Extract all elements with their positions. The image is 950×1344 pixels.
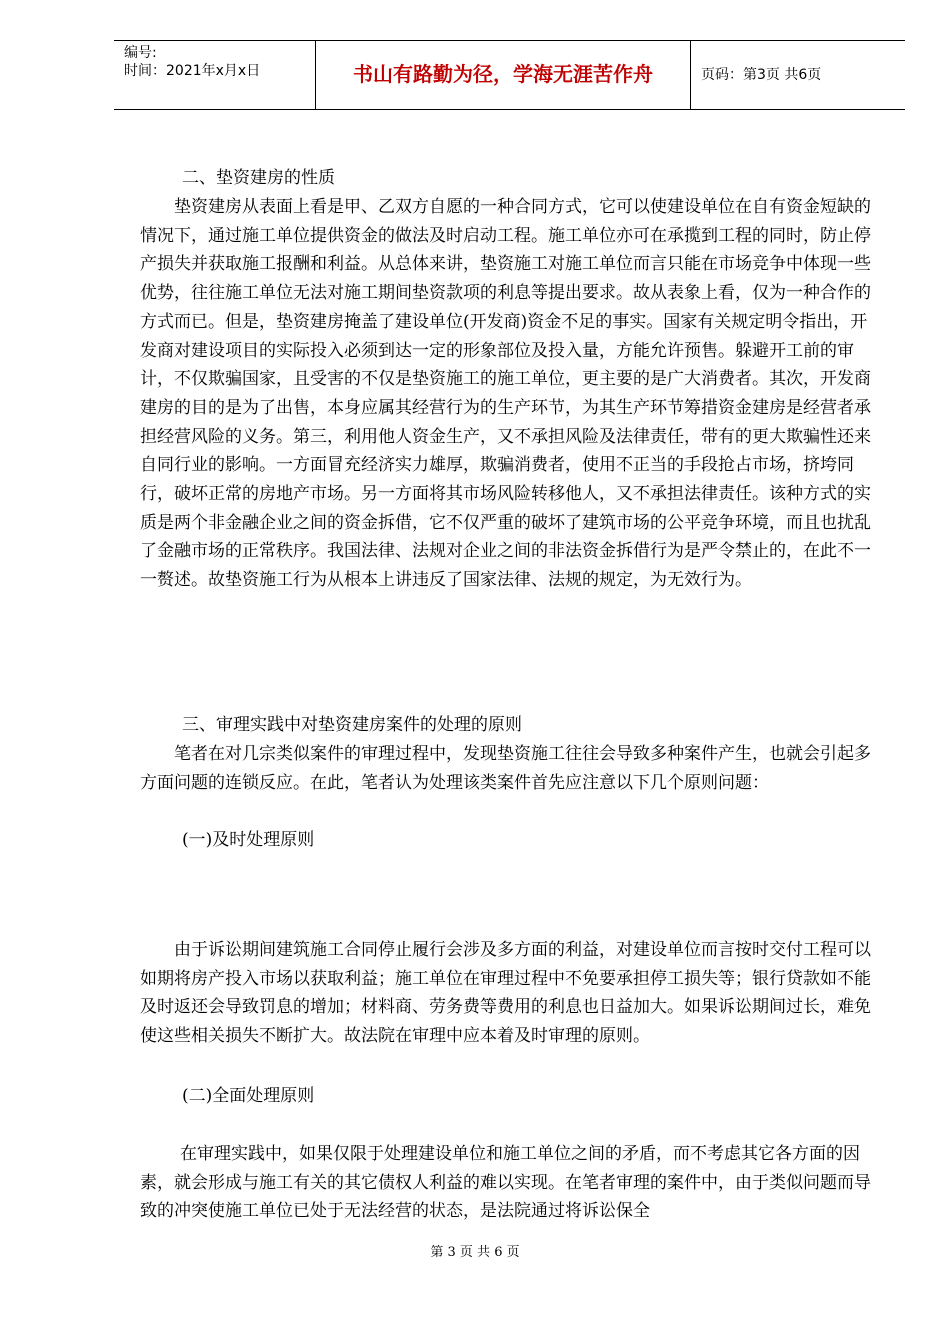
section-2-paragraph: 垫资建房从表面上看是甲、乙双方自愿的一种合同方式，它可以使建设单位在自有资金短缺的情况下，通过施工单位提供资金的做法及时启动工程。施工单位亦可在承揽到工程的同时，防止停产损失并获取施工报酬和利益。从总体来讲，垫资施工对施工单位而言只能在市场竞争中体现一些优势，往往施工单位无法对施工期间垫资款项的利息等提出要求。故从表象上看，仅为一种合作的方式而已。但是，垫资建房掩盖了建设单位(开发商)资金不足的事实。国家有关规定明令指出，开发商对建设项目的实际投入必须到达一定的形象部位及投入量，方能允许预售。躲避开工前的审计，不仅欺骗国家，且受害的不仅是垫资施工的施工单位，更主要的是广大消费者。其次，开发商建房的目的是为了出售，本身应属其经营行为的生产环节，为其生产环节筹措资金建房是经营者承担经营风险的义务。第三，利用他人资金生产，又不承担风险及法律责任，带有的更大欺骗性还来自同行业的影响。一方面冒充经济实力雄厚，欺骗消费者，使用不正当的手段抢占市场，挤垮同行，破坏正常的房地产市场。另一方面将其市场风险转移他人，又不承担法律责任。该种方式的实质是两个非金融企业之间的资金拆借，它不仅严重的破坏了建筑市场的公平竞争环境，而且也扰乱了金融市场的正常秩序。我国法律、法规对企业之间的非法资金拆借行为是严令禁止的，在此不一一赘述。故垫资施工行为从根本上讲违反了国家法律、法规的规定，为无效行为。 — [140, 197, 871, 591]
page-header — [114, 40, 905, 110]
subsection-2-paragraph: 在审理实践中，如果仅限于处理建设单位和施工单位之间的矛盾，而不考虑其它各方面的因素，就会形成与施工有关的其它债权人利益的难以实现。在笔者审理的案件中，由于类似问题而导致的冲突使施工单位已处于无法经营的状态，是法院通过将诉讼保全 — [140, 1144, 871, 1222]
subsection-2-heading: (二)全面处理原则 — [182, 1086, 315, 1106]
header-meta-cell — [114, 41, 316, 109]
document-number-label: 编号: — [124, 45, 157, 61]
section-2-heading: 二、垫资建房的性质 — [182, 168, 335, 188]
page-footer: 第 3 页 共 6 页 — [430, 1245, 520, 1260]
document-time-label: 时间：2021年x月x日 — [124, 63, 261, 79]
section-3-paragraph: 笔者在对几宗类似案件的审理过程中，发现垫资施工往往会导致多种案件产生，也就会引起多方面问题的连锁反应。在此，笔者认为处理该类案件首先应注意以下几个原则问题： — [140, 744, 871, 793]
header-page-cell — [691, 41, 905, 109]
subsection-1-paragraph: 由于诉讼期间建筑施工合同停止履行会涉及多方面的利益，对建设单位而言按时交付工程可以如期将房产投入市场以获取利益；施工单位在审理过程中不免要承担停工损失等；银行贷款如不能及时返还会导致罚息的增加；材料商、劳务费等费用的利息也日益加大。如果诉讼期间过长，难免使这些相关损失不断扩大。故法院在审理中应本着及时审理的原则。 — [140, 940, 871, 1047]
header-motto-cell — [316, 41, 691, 109]
header-page-info: 页码：第3页 共6页 — [701, 67, 822, 83]
header-motto: 书山有路勤为径，学海无涯苦作舟 — [353, 62, 653, 86]
section-3-heading: 三、审理实践中对垫资建房案件的处理的原则 — [182, 715, 522, 735]
subsection-1-heading: (一)及时处理原则 — [182, 830, 315, 850]
